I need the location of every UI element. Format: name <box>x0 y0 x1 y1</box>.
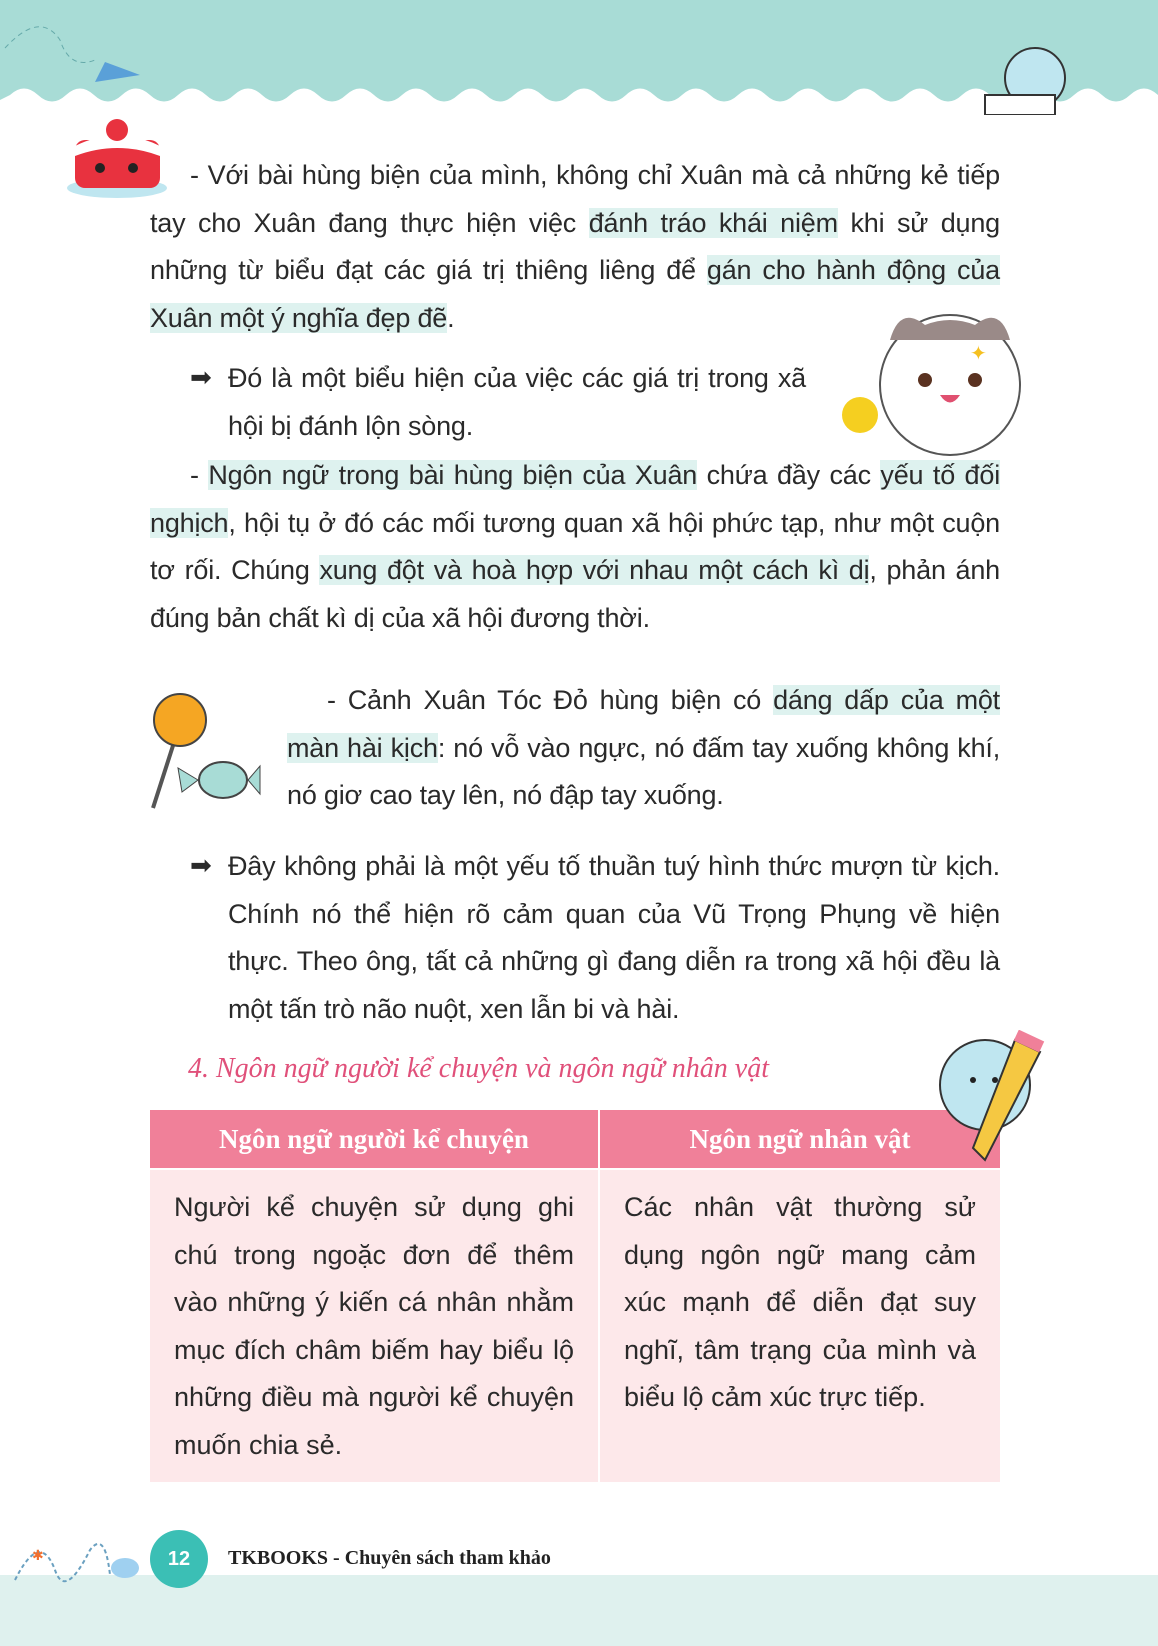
text-segment: Đó là một biểu hiện của việc các giá trị trong xã hội bị đánh lộn sòng. <box>228 363 806 441</box>
text-segment: , phản ánh đúng bản chất kì dị của xã hội đương thời. <box>150 555 1000 633</box>
text-segment: , hội tụ ở đó các mối tương quan xã hội phức tạp, như một cuộn tơ rối. Chúng <box>150 507 1000 585</box>
pencil-mascot-icon <box>935 1030 1055 1175</box>
text-segment: Đây không phải là một yếu tố thuần tuý hình thức mượn từ kịch. Chính nó thể hiện rõ cảm quan của Vũ Trọng Phụng về hiện thực. Theo ông, tất cả những gì đang diễn ra trong xã hội đều là một tấn trò não nuột, xen lẫn bi và hài. <box>228 851 1000 1024</box>
svg-text:✦: ✦ <box>970 343 987 365</box>
cat-mascot-icon <box>840 300 1050 460</box>
text-segment: - Với bài hùng biện của mình, không chỉ Xuân mà cả những kẻ tiếp tay cho Xuân đang thực hiện việc <box>150 160 1000 238</box>
section-heading: 4. Ngôn ngữ người kể chuyện và ngôn ngữ nhân vật <box>188 1053 769 1084</box>
text-segment: - Cảnh Xuân Tóc Đỏ hùng biện có <box>327 685 774 715</box>
highlighted-phrase: yếu tố đối nghịch <box>150 460 1000 538</box>
paragraph-2-conclusion <box>228 355 806 450</box>
paragraph-5-conclusion <box>228 843 1000 1033</box>
text-segment: . <box>447 302 455 333</box>
paragraph-3 <box>150 452 1000 642</box>
highlighted-phrase: gán cho hành động của Xuân một ý nghĩa đẹp đẽ <box>150 255 1000 333</box>
text-segment: : nó vỗ vào ngực, nó đấm tay xuống không khí, nó giơ cao tay lên, nó đập tay xuống. <box>287 732 1000 810</box>
page-number-badge: 12 <box>150 1530 208 1588</box>
highlighted-phrase: dáng dấp của một màn hài kịch <box>287 685 1000 763</box>
text-segment: khi sử dụng những từ biểu đạt các giá trị thiêng liêng để <box>150 207 1000 285</box>
lollipop-candy-icon <box>148 690 263 810</box>
comparison-table <box>150 1110 1000 1482</box>
paragraph-4 <box>287 677 1000 820</box>
svg-text:✱: ✱ <box>32 1547 44 1563</box>
highlighted-phrase: đánh tráo khái niệm <box>588 207 838 238</box>
highlighted-phrase: xung đột và hoà hợp với nhau một cách kì dị <box>319 555 870 585</box>
top-wavy-band <box>0 0 1158 115</box>
table-header-character: Ngôn ngữ nhân vật <box>600 1110 1000 1168</box>
table-cell-narrator: Người kể chuyện sử dụng ghi chú trong ngoặc đơn để thêm vào những ý kiến cá nhân nhằm mục đích châm biếm hay biểu lộ những điều mà người kể chuyện muốn chia sẻ. <box>150 1170 598 1482</box>
arrow-icon: ➡ <box>190 362 212 392</box>
text-segment: chứa đầy các <box>697 460 881 490</box>
table-cell-character: Các nhân vật thường sử dụng ngôn ngữ mang cảm xúc mạnh để diễn đạt suy nghĩ, tâm trạng của mình và biểu lộ cảm xúc trực tiếp. <box>600 1170 1000 1482</box>
footer-doodle-icon <box>10 1530 150 1600</box>
arrow-icon: ➡ <box>190 850 212 880</box>
table-header-narrator: Ngôn ngữ người kể chuyện <box>150 1110 598 1168</box>
text-segment: - <box>190 460 209 490</box>
footer-publisher-text: TKBOOKS - Chuyên sách tham khảo <box>228 1547 551 1569</box>
highlighted-phrase: Ngôn ngữ trong bài hùng biện của Xuân <box>208 460 698 490</box>
